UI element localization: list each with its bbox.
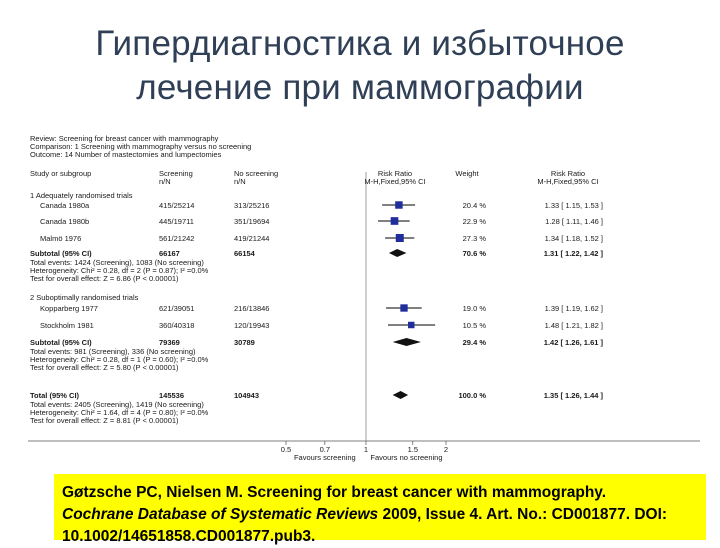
- study-screening: 415/25214: [159, 201, 195, 210]
- subtotal-label: Subtotal (95% CI): [30, 338, 92, 347]
- header-noscreening-sub: n/N: [234, 177, 246, 186]
- header-rr2: Risk Ratio: [550, 169, 586, 178]
- group-2-note: Heterogeneity: Chi² = 0.28, df = 1 (P = 0.60); I² =0.0%: [30, 355, 209, 364]
- subtotal-ci: 1.42 [ 1.26, 1.61 ]: [543, 338, 603, 347]
- total-screening: 145536: [159, 391, 185, 400]
- subtotal-row: [30, 338, 603, 347]
- subtotal-row: [30, 249, 603, 258]
- header-rr-sub: M-H,Fixed,95% CI: [364, 177, 426, 186]
- study-row: [40, 217, 603, 226]
- total-note: Total events: 2405 (Screening), 1419 (No screening): [30, 400, 204, 409]
- summary-diamond: [393, 391, 408, 399]
- axis-tick-label: 1.5: [407, 445, 419, 454]
- study-weight: 27.3 %: [462, 234, 486, 243]
- slide-title: [0, 22, 720, 110]
- citation-box: [54, 474, 706, 545]
- axis-tick-label: 2: [443, 445, 449, 454]
- header-rr2-sub: M-H,Fixed,95% CI: [537, 177, 599, 186]
- header-rr: Risk Ratio: [377, 169, 413, 178]
- study-name: Canada 1980b: [40, 217, 90, 226]
- header-weight: Weight: [455, 169, 479, 178]
- citation-line-1: Gøtzsche PC, Nielsen M. Screening for breast cancer with mammography.: [62, 484, 607, 501]
- point-estimate-square: [408, 322, 414, 328]
- axis-tick-label: 0.5: [280, 445, 292, 454]
- total-block: [30, 391, 603, 425]
- slide-title-line-1: Гипердиагностика и избыточное: [95, 24, 625, 63]
- study-weight: 10.5 %: [462, 321, 486, 330]
- header-screening: Screening: [159, 169, 193, 178]
- subtotal-screening: 79369: [159, 338, 180, 347]
- point-estimate-square: [395, 201, 402, 208]
- group-1-label: 1 Adequately randomised trials: [30, 191, 133, 200]
- study-row: [40, 201, 603, 210]
- header-screening-sub: n/N: [159, 177, 171, 186]
- summary-diamond: [393, 338, 421, 346]
- summary-diamond: [389, 249, 407, 257]
- point-estimate-square: [400, 304, 407, 311]
- axis-labels: [294, 453, 443, 462]
- group-2-note: Total events: 981 (Screening), 336 (No screening): [30, 347, 196, 356]
- axis-tick-label: 1: [363, 445, 369, 454]
- study-ci: 1.48 [ 1.21, 1.82 ]: [544, 321, 603, 330]
- subtotal-noscreening: 66154: [234, 249, 255, 258]
- study-screening: 360/40318: [159, 321, 195, 330]
- axis-tick-label: 0.7: [319, 445, 331, 454]
- subtotal-ci: 1.31 [ 1.22, 1.42 ]: [543, 249, 603, 258]
- study-weight: 19.0 %: [462, 304, 486, 313]
- group-1-note: Total events: 1424 (Screening), 1083 (No screening): [30, 258, 204, 267]
- study-noscreening: 313/25216: [234, 201, 270, 210]
- study-screening: 561/21242: [159, 234, 195, 243]
- slide-title-line-2: лечение при маммографии: [136, 68, 584, 107]
- header-study: Study or subgroup: [30, 169, 92, 178]
- citation-line-2: [62, 504, 698, 526]
- group-1: [30, 191, 603, 283]
- subtotal-label: Subtotal (95% CI): [30, 249, 92, 258]
- study-ci: 1.39 [ 1.19, 1.62 ]: [544, 304, 603, 313]
- outcome-line: Outcome: 14 Number of mastectomies and lumpectomies: [30, 150, 222, 159]
- study-name: Malmö 1976: [40, 234, 82, 243]
- study-name: Kopparberg 1977: [40, 304, 98, 313]
- subtotal-weight: 29.4 %: [462, 338, 486, 347]
- study-row: [40, 304, 603, 313]
- study-noscreening: 216/13846: [234, 304, 270, 313]
- study-name: Stockholm 1981: [40, 321, 94, 330]
- study-name: Canada 1980a: [40, 201, 90, 210]
- study-ci: 1.28 [ 1.11, 1.46 ]: [545, 217, 603, 226]
- favours-noscreening-label: Favours no screening: [370, 453, 443, 462]
- review-line: Review: Screening for breast cancer with mammography: [30, 134, 219, 143]
- total-label: Total (95% CI): [30, 391, 80, 400]
- column-headers: [30, 169, 599, 186]
- study-screening: 621/39051: [159, 304, 195, 313]
- total-note: Test for overall effect: Z = 8.81 (P < 0.00001): [30, 416, 179, 425]
- forest-plot: [28, 132, 700, 472]
- citation-journal: Cochrane Database of Systematic Reviews: [62, 506, 379, 523]
- study-noscreening: 351/19694: [234, 217, 270, 226]
- favours-screening-label: Favours screening: [293, 453, 356, 462]
- total-noscreening: 104943: [234, 391, 260, 400]
- subtotal-noscreening: 30789: [234, 338, 255, 347]
- citation-line-3: 10.1002/14651858.CD001877.pub3.: [62, 528, 316, 545]
- study-noscreening: 419/21244: [234, 234, 270, 243]
- comparison-line: Comparison: 1 Screening with mammography versus no screening: [30, 142, 252, 151]
- group-2-note: Test for overall effect: Z = 5.80 (P < 0.00001): [30, 363, 179, 372]
- forest-marks: [281, 172, 448, 454]
- study-screening: 445/19711: [159, 217, 194, 226]
- point-estimate-square: [391, 217, 399, 225]
- study-noscreening: 120/19943: [234, 321, 270, 330]
- study-weight: 22.9 %: [462, 217, 486, 226]
- citation-details: 2009, Issue 4. Art. No.: CD001877. DOI:: [378, 506, 668, 523]
- total-ci: 1.35 [ 1.26, 1.44 ]: [543, 391, 603, 400]
- study-weight: 20.4 %: [462, 201, 486, 210]
- group-2-label: 2 Suboptimally randomised trials: [30, 293, 139, 302]
- header-noscreening: No screening: [234, 169, 279, 178]
- point-estimate-square: [396, 234, 404, 242]
- study-ci: 1.34 [ 1.18, 1.52 ]: [544, 234, 603, 243]
- total-weight: 100.0 %: [458, 391, 486, 400]
- review-header: [30, 134, 251, 159]
- study-row: [40, 234, 603, 243]
- subtotal-screening: 66167: [159, 249, 180, 258]
- study-row: [40, 321, 603, 330]
- group-2: [30, 293, 603, 372]
- subtotal-weight: 70.6 %: [462, 249, 486, 258]
- study-ci: 1.33 [ 1.15, 1.53 ]: [544, 201, 603, 210]
- total-row: [30, 391, 603, 400]
- group-1-note: Test for overall effect: Z = 6.86 (P < 0.00001): [30, 274, 179, 283]
- group-1-note: Heterogeneity: Chi² = 0.28, df = 2 (P = 0.87); I² =0.0%: [30, 266, 209, 275]
- total-note: Heterogeneity: Chi² = 1.64, df = 4 (P = 0.80); I² =0.0%: [30, 408, 209, 417]
